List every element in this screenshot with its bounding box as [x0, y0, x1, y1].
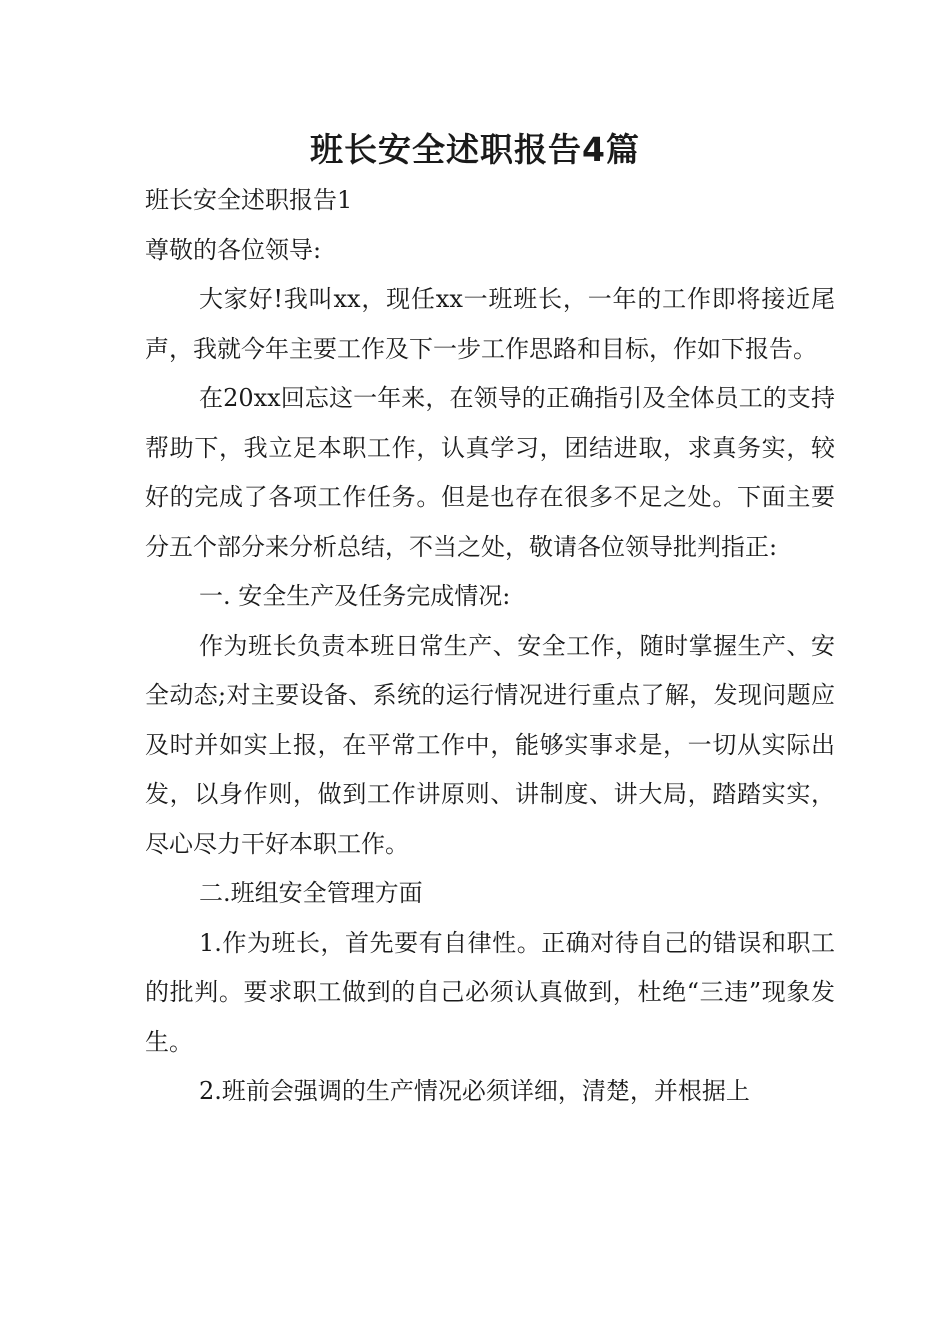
document-body: [145, 176, 835, 1117]
paragraph-year-review: 在20xx回忘这一年来，在领导的正确指引及全体员工的支持帮助下，我立足本职工作，认真学习，团结进取，求真务实，较好的完成了各项工作任务。但是也存在很多不足之处。下面主要分五个部分来分析总结，不当之处，敬请各位领导批判指正:: [145, 384, 835, 561]
paragraph-duties: 作为班长负责本班日常生产、安全工作，随时掌握生产、安全动态;对主要设备、系统的运行情况进行重点了解，发现问题应及时并如实上报，在平常工作中，能够实事求是，一切从实际出发，以身作则，做到工作讲原则、讲制度、讲大局，踏踏实实，尽心尽力干好本职工作。: [145, 631, 835, 858]
paragraph-item-2: 2.班前会强调的生产情况必须详细，清楚，并根据上: [199, 1077, 750, 1105]
paragraph-greeting: 大家好!我叫xx，现任xx一班班长，一年的工作即将接近尾声，我就今年主要工作及下一步工作思路和目标，作如下报告。: [145, 285, 835, 363]
paragraph-subheading-1: 一. 安全生产及任务完成情况:: [199, 582, 511, 610]
paragraph-item-1: 1.作为班长，首先要有自律性。正确对待自己的错误和职工的批判。要求职工做到的自己必须认真做到，杜绝“三违”现象发生。: [145, 928, 835, 1056]
document-title: 班长安全述职报告4篇: [310, 130, 640, 169]
paragraph-subheading-2: 二.班组安全管理方面: [199, 879, 423, 907]
paragraph-salutation: 尊敬的各位领导:: [145, 235, 322, 264]
paragraph-section-heading: 班长安全述职报告1: [145, 186, 353, 214]
